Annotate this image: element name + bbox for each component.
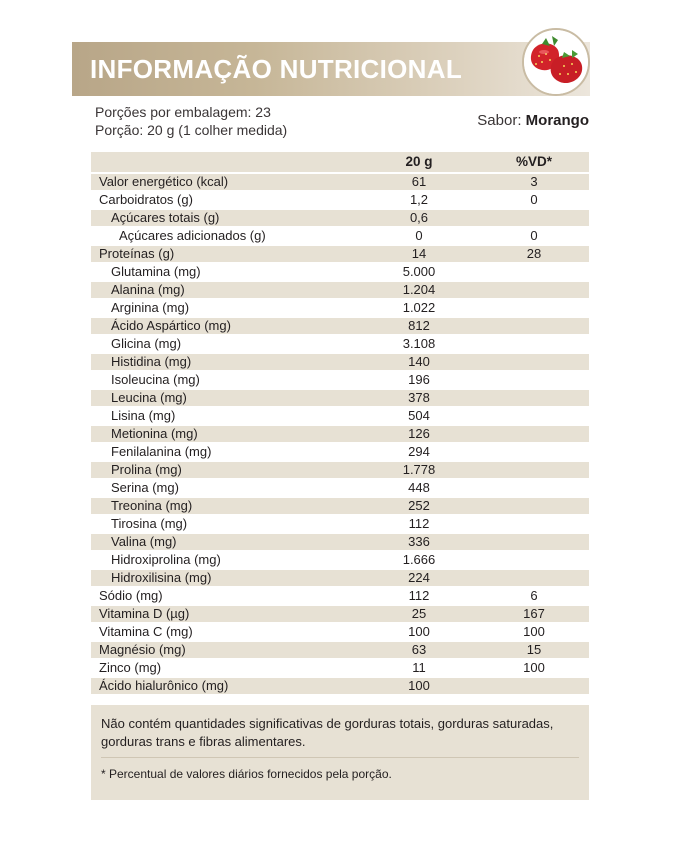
row-label: Carboidratos (g) xyxy=(91,192,359,208)
row-label: Glutamina (mg) xyxy=(91,264,359,280)
row-value: 812 xyxy=(359,318,479,334)
row-daily-value: 0 xyxy=(479,228,589,244)
row-value: 11 xyxy=(359,660,479,676)
strawberry-icon xyxy=(522,28,590,96)
row-value: 224 xyxy=(359,570,479,586)
row-value: 294 xyxy=(359,444,479,460)
table-row xyxy=(91,246,589,262)
row-value: 25 xyxy=(359,606,479,622)
row-value: 1,2 xyxy=(359,192,479,208)
table-row xyxy=(91,408,589,424)
row-value: 61 xyxy=(359,174,479,190)
row-label: Serina (mg) xyxy=(91,480,359,496)
row-value: 112 xyxy=(359,588,479,604)
row-value: 0,6 xyxy=(359,210,479,226)
divider xyxy=(101,757,579,758)
row-label: Magnésio (mg) xyxy=(91,642,359,658)
row-daily-value xyxy=(479,498,589,514)
row-value: 140 xyxy=(359,354,479,370)
table-row xyxy=(91,210,589,226)
flavor xyxy=(477,112,589,129)
row-label: Sódio (mg) xyxy=(91,588,359,604)
flavor-value: Morango xyxy=(525,112,589,129)
row-label: Vitamina C (mg) xyxy=(91,624,359,640)
row-value: 448 xyxy=(359,480,479,496)
row-daily-value xyxy=(479,678,589,694)
row-daily-value xyxy=(479,462,589,478)
table-row xyxy=(91,642,589,658)
table-row xyxy=(91,624,589,640)
table-row xyxy=(91,498,589,514)
row-daily-value: 100 xyxy=(479,624,589,640)
row-daily-value: 15 xyxy=(479,642,589,658)
row-label: Hidroxilisina (mg) xyxy=(91,570,359,586)
row-daily-value xyxy=(479,516,589,532)
row-daily-value xyxy=(479,426,589,442)
row-daily-value: 167 xyxy=(479,606,589,622)
row-value: 100 xyxy=(359,624,479,640)
table-row xyxy=(91,174,589,190)
flavor-label: Sabor: xyxy=(477,112,522,129)
table-row xyxy=(91,678,589,694)
portions-per-package: Porções por embalagem: 23 xyxy=(95,104,271,120)
table-row xyxy=(91,282,589,298)
row-value: 378 xyxy=(359,390,479,406)
row-value: 100 xyxy=(359,678,479,694)
row-label: Treonina (mg) xyxy=(91,498,359,514)
header-label xyxy=(91,152,359,172)
row-label: Açúcares totais (g) xyxy=(91,210,359,226)
nutrition-note: Não contém quantidades significativas de gorduras totais, gorduras saturadas, gorduras trans e fibras alimentares. xyxy=(101,716,554,749)
row-value: 5.000 xyxy=(359,264,479,280)
row-value: 504 xyxy=(359,408,479,424)
row-daily-value xyxy=(479,372,589,388)
row-value: 1.204 xyxy=(359,282,479,298)
row-daily-value xyxy=(479,390,589,406)
table-row xyxy=(91,228,589,244)
table-row xyxy=(91,588,589,604)
row-daily-value xyxy=(479,552,589,568)
table-row xyxy=(91,372,589,388)
row-daily-value xyxy=(479,570,589,586)
row-label: Valor energético (kcal) xyxy=(91,174,359,190)
table-row xyxy=(91,606,589,622)
row-daily-value xyxy=(479,210,589,226)
row-label: Hidroxiprolina (mg) xyxy=(91,552,359,568)
row-label: Lisina (mg) xyxy=(91,408,359,424)
daily-value-footnote: * Percentual de valores diários fornecidos pela porção. xyxy=(101,767,392,781)
row-label: Ácido Aspártico (mg) xyxy=(91,318,359,334)
row-daily-value xyxy=(479,354,589,370)
table-row xyxy=(91,534,589,550)
table-row xyxy=(91,552,589,568)
header-daily-value: %VD* xyxy=(479,152,589,172)
table-row xyxy=(91,462,589,478)
table-row xyxy=(91,480,589,496)
row-label: Vitamina D (µg) xyxy=(91,606,359,622)
row-daily-value: 28 xyxy=(479,246,589,262)
row-value: 1.022 xyxy=(359,300,479,316)
portion-size: Porção: 20 g (1 colher medida) xyxy=(95,122,288,138)
row-label: Histidina (mg) xyxy=(91,354,359,370)
row-label: Ácido hialurônico (mg) xyxy=(91,678,359,694)
row-value: 3.108 xyxy=(359,336,479,352)
row-label: Proteínas (g) xyxy=(91,246,359,262)
row-label: Arginina (mg) xyxy=(91,300,359,316)
row-daily-value xyxy=(479,318,589,334)
row-daily-value xyxy=(479,264,589,280)
row-label: Fenilalanina (mg) xyxy=(91,444,359,460)
row-value: 63 xyxy=(359,642,479,658)
table-row xyxy=(91,390,589,406)
table-header-row xyxy=(91,152,589,172)
row-label: Valina (mg) xyxy=(91,534,359,550)
row-value: 14 xyxy=(359,246,479,262)
row-value: 196 xyxy=(359,372,479,388)
table-row xyxy=(91,300,589,316)
header-portion: 20 g xyxy=(359,152,479,172)
row-daily-value xyxy=(479,336,589,352)
row-label: Alanina (mg) xyxy=(91,282,359,298)
row-value: 112 xyxy=(359,516,479,532)
row-label: Prolina (mg) xyxy=(91,462,359,478)
row-value: 0 xyxy=(359,228,479,244)
row-value: 1.778 xyxy=(359,462,479,478)
table-row xyxy=(91,516,589,532)
table-row xyxy=(91,318,589,334)
row-daily-value: 100 xyxy=(479,660,589,676)
nutrition-table xyxy=(91,150,589,696)
row-value: 336 xyxy=(359,534,479,550)
row-label: Tirosina (mg) xyxy=(91,516,359,532)
row-daily-value xyxy=(479,300,589,316)
row-daily-value xyxy=(479,480,589,496)
row-daily-value: 0 xyxy=(479,192,589,208)
table-row xyxy=(91,660,589,676)
row-label: Açúcares adicionados (g) xyxy=(91,228,359,244)
table-row xyxy=(91,336,589,352)
row-label: Isoleucina (mg) xyxy=(91,372,359,388)
row-daily-value xyxy=(479,282,589,298)
table-row xyxy=(91,426,589,442)
title-banner xyxy=(72,42,590,96)
row-value: 126 xyxy=(359,426,479,442)
table-row xyxy=(91,264,589,280)
row-label: Zinco (mg) xyxy=(91,660,359,676)
table-row xyxy=(91,444,589,460)
row-daily-value xyxy=(479,444,589,460)
footer-notes xyxy=(91,705,589,800)
row-value: 1.666 xyxy=(359,552,479,568)
table-row xyxy=(91,354,589,370)
row-label: Metionina (mg) xyxy=(91,426,359,442)
row-daily-value xyxy=(479,534,589,550)
row-daily-value xyxy=(479,408,589,424)
page-title: INFORMAÇÃO NUTRICIONAL xyxy=(90,54,463,84)
row-label: Leucina (mg) xyxy=(91,390,359,406)
table-row xyxy=(91,570,589,586)
table-row xyxy=(91,192,589,208)
row-label: Glicina (mg) xyxy=(91,336,359,352)
row-value: 252 xyxy=(359,498,479,514)
row-daily-value: 6 xyxy=(479,588,589,604)
nutrition-panel xyxy=(91,100,589,800)
row-daily-value: 3 xyxy=(479,174,589,190)
